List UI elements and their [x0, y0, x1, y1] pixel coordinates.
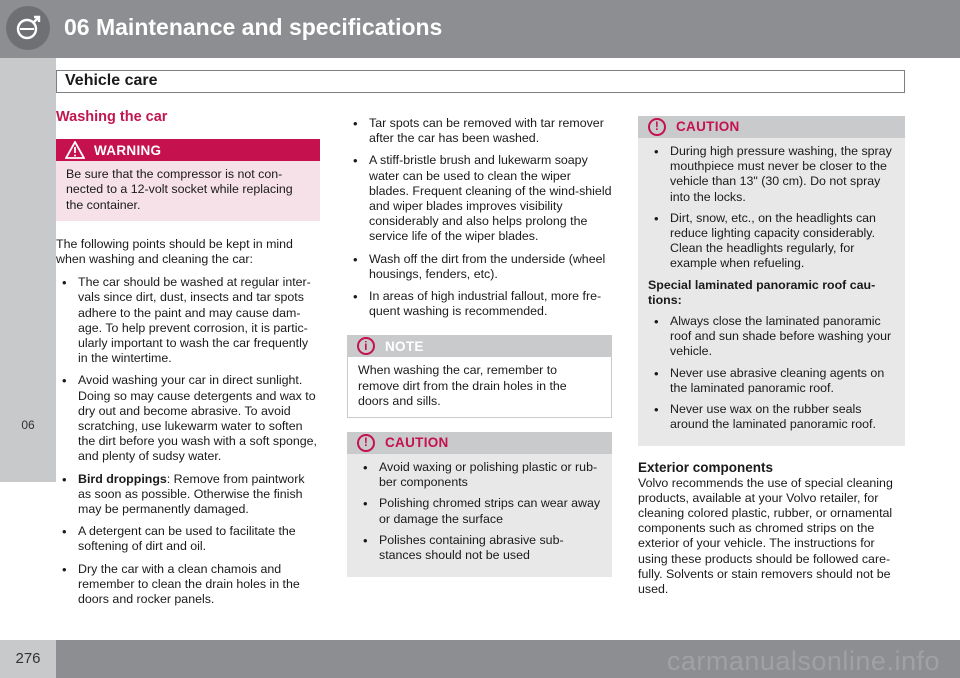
list-item: • Polishes containing abrasive sub-stances should not be used — [357, 533, 602, 563]
heading-washing-the-car: Washing the car — [56, 109, 168, 125]
roof-bullet-list — [648, 314, 895, 432]
caution-box-waxing — [347, 432, 612, 577]
note-box-header — [347, 335, 612, 357]
list-item: • Avoid waxing or polishing plastic or rub-ber components — [357, 460, 602, 490]
list-item: • Dry the car with a clean chamois and remember to clean the drain holes in the doors and rocker panels. — [56, 562, 320, 608]
note-title: NOTE — [385, 338, 424, 354]
page-number: 276 — [15, 650, 41, 667]
washing-bullet-list — [56, 275, 320, 607]
caution-title: CAUTION — [385, 435, 449, 451]
caution-body — [347, 454, 612, 577]
exterior-paragraph: Volvo recommends the use of special cleaning products, available at your Volvo retailer, for cleaning colored plastic, rubber, or ornamental components such as chromed strips on the exterior of your vehicle. The instructions for using these products should be followed care-fully. Solvents or stain removers should not be used. — [638, 475, 893, 597]
chapter-title: 06 Maintenance and specifications — [64, 14, 443, 40]
list-item: • The car should be washed at regular inter-vals since dirt, dust, insects and tar spots adhere to the paint and may cause dam-age. To help prevent corrosion, it is partic-ularly important to wash the car frequently in the wintertime. — [56, 275, 320, 366]
list-item: • During high pressure washing, the spray mouthpiece must never be closer to the vehicle than 13" (30 cm). Do not spray into the locks. — [648, 144, 895, 205]
caution-title: CAUTION — [676, 119, 740, 135]
list-item: • Wash off the dirt from the underside (wheel housings, fenders, etc). — [347, 252, 612, 282]
caution-box-header — [638, 116, 905, 138]
page-footer — [0, 640, 960, 678]
watermark: carmanualsonline.info — [666, 646, 940, 676]
caution-bullet-list — [357, 460, 602, 563]
chapter-tab-label: 06 — [21, 418, 35, 432]
warning-triangle-icon — [56, 141, 94, 159]
note-text: When washing the car, remember to remove dirt from the drain holes in the doors and sills. — [347, 357, 612, 418]
chapter-side-tab — [0, 58, 56, 482]
warning-title: WARNING — [94, 142, 162, 158]
list-item: • Tar spots can be removed with tar remover after the car has been washed. — [347, 116, 612, 146]
intro-paragraph: The following points should be kept in mind when washing and cleaning the car: — [56, 236, 293, 267]
list-item: • A detergent can be used to facilitate the softening of dirt and oil. — [56, 524, 320, 554]
section-title: Vehicle care — [65, 72, 158, 89]
list-item: • Polishing chromed strips can wear away or damage the surface — [357, 496, 602, 526]
list-item-bird-droppings — [56, 472, 320, 518]
warning-text: Be sure that the compressor is not con-nected to a 12-volt socket while replacing the container. — [56, 161, 320, 221]
caution-bullet-list — [648, 144, 895, 272]
side-margin — [0, 482, 56, 640]
caution-body — [638, 138, 905, 446]
cleaning-bullet-list — [347, 116, 612, 319]
list-item: • A stiff-bristle brush and lukewarm soapy water can be used to clean the wiper blades. Frequent cleaning of the wind-shield and wiper blades improves visibility considerably and also helps prolong the service life of the wiper blades. — [347, 153, 612, 244]
exclamation-icon: ! — [648, 118, 666, 136]
heading-exterior-components: Exterior components — [638, 460, 774, 476]
note-box — [347, 335, 612, 418]
volvo-logo-icon — [6, 6, 50, 50]
info-icon: i — [357, 337, 375, 355]
bird-droppings-text: : Remove from paintwork as soon as possible. Otherwise the finish may be permanently damaged. — [78, 471, 305, 517]
bird-droppings-label: Bird droppings — [78, 471, 167, 486]
caution-box-pressure — [638, 116, 905, 446]
warning-box-header — [56, 139, 320, 161]
roof-cautions-subheading: Special laminated panoramic roof cau-tions: — [648, 277, 876, 307]
list-item: • Dirt, snow, etc., on the headlights can reduce lighting capacity considerably. Clean the headlights regularly, for example when refueling. — [648, 211, 895, 272]
warning-box — [56, 139, 320, 221]
column-2 — [347, 116, 612, 591]
caution-box-header — [347, 432, 612, 454]
page-number-box — [0, 640, 56, 678]
exclamation-icon: ! — [357, 434, 375, 452]
list-item: • Avoid washing your car in direct sunlight. Doing so may cause detergents and wax to dry out and become abrasive. To avoid scratching, use lukewarm water to soften the dirt before you wash with a soft sponge, and plenty of sudsy water. — [56, 373, 320, 464]
column-1 — [56, 110, 320, 614]
list-item: • In areas of high industrial fallout, more fre-quent washing is recommended. — [347, 289, 612, 319]
list-item: • Never use abrasive cleaning agents on the laminated panoramic roof. — [648, 366, 895, 396]
column-3 — [638, 116, 905, 605]
list-item: • Always close the laminated panoramic roof and sun shade before washing your vehicle. — [648, 314, 895, 360]
section-header — [56, 70, 905, 93]
page-header — [0, 0, 960, 58]
list-item: • Never use wax on the rubber seals around the laminated panoramic roof. — [648, 402, 895, 432]
